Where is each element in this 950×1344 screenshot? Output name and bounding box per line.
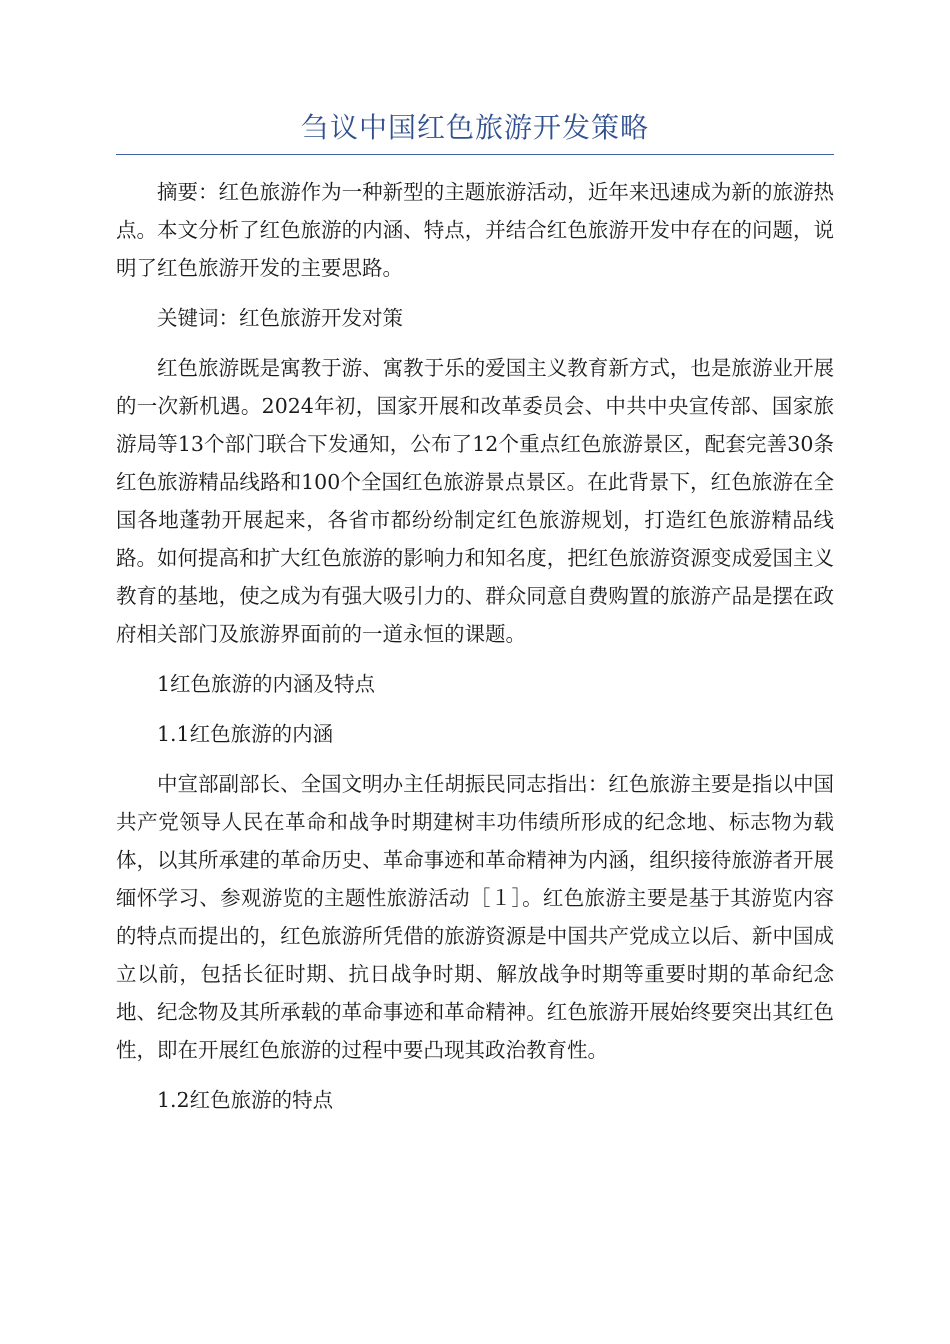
section-1-1-body: 中宣部副部长、全国文明办主任胡振民同志指出：红色旅游主要是指以中国共产党领导人民在革命和战争时期建树丰功伟绩所形成的纪念地、标志物为载体，以其所承建的革命历史、革命事迹和革命精神为内涵，组织接待旅游者开展缅怀学习、参观游览的主题性旅游活动［１］。红色旅游主要是基于其游览内容的特点而提出的，红色旅游所凭借的旅游资源是中国共产党成立以后、新中国成立以前，包括长征时期、抗日战争时期、解放战争时期等重要时期的革命纪念地、纪念物及其所承载的革命事迹和革命精神。红色旅游开展始终要突出其红色性，即在开展红色旅游的过程中要凸现其政治教育性。: [116, 772, 834, 1062]
document-title: 刍议中国红色旅游开发策略: [300, 111, 649, 144]
intro-paragraph: 红色旅游既是寓教于游、寓教于乐的爱国主义教育新方式，也是旅游业开展的一次新机遇。2024年初，国家开展和改革委员会、中共中央宣传部、国家旅游局等13个部门联合下发通知，公布了12个重点红色旅游景区，配套完善30条红色旅游精品线路和100个全国红色旅游景点景区。在此背景下，红色旅游在全国各地蓬勃开展起来，各省市都纷纷制定红色旅游规划，打造红色旅游精品线路。如何提高和扩大红色旅游的影响力和知名度，把红色旅游资源变成爱国主义教育的基地，使之成为有强大吸引力的、群众同意自费购置的旅游产品是摆在政府相关部门及旅游界面前的一道永恒的课题。: [116, 356, 834, 646]
title-underline: [116, 154, 834, 155]
section-1-1-heading: 1.1红色旅游的内涵: [157, 722, 334, 746]
section-1-heading: 1红色旅游的内涵及特点: [157, 672, 376, 696]
keywords-line: 关键词：红色旅游开发对策: [157, 306, 403, 330]
section-1-2-heading: 1.2红色旅游的特点: [157, 1088, 334, 1112]
abstract-paragraph: 摘要：红色旅游作为一种新型的主题旅游活动，近年来迅速成为新的旅游热点。本文分析了红色旅游的内涵、特点，并结合红色旅游开发中存在的问题，说明了红色旅游开发的主要思路。: [116, 180, 834, 280]
document-page: [116, 108, 834, 1131]
